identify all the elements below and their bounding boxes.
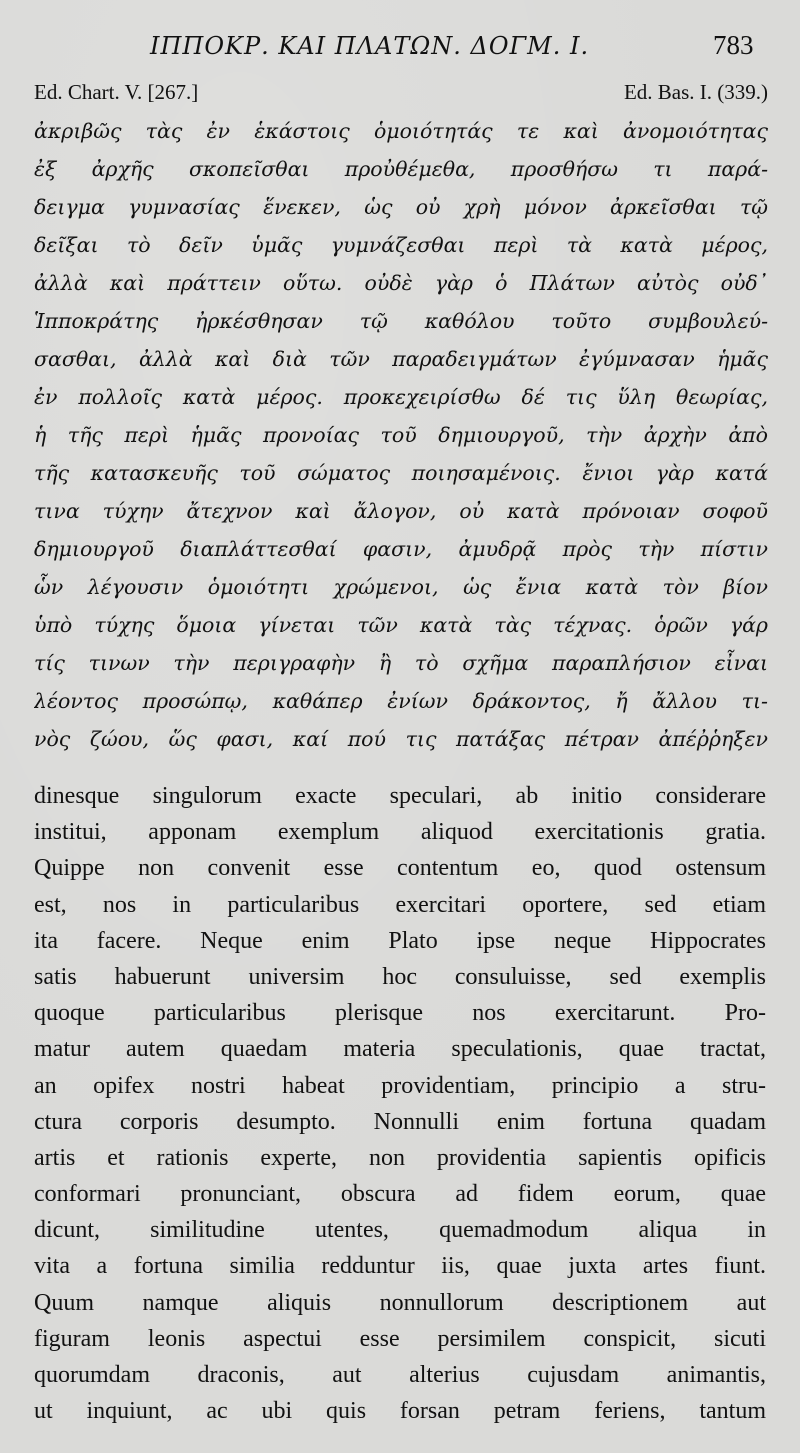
greek-text-line: δεῖξαι τὸ δεῖν ὑμᾶς γυμνάζεσθαι περὶ τὰ κατὰ μέρος, [34,233,768,257]
latin-text-line: ut inquiunt, ac ubi quis forsan petram feriens, tantum [34,1398,766,1425]
latin-text-line: satis habuerunt universim hoc consuluisse, sed exemplis [34,963,766,990]
latin-text-line: figuram leonis aspectui esse persimilem conspicit, sicuti [34,1325,766,1352]
greek-text-line: τίς τινων τὴν περιγραφὴν ἢ τὸ σχῆμα παραπλήσιον εἶναι [34,651,768,675]
latin-text-line: matur autem quaedam materia speculationis, quae tractat, [34,1036,766,1063]
greek-text-line: λέοντος προσώπῳ, καθάπερ ἐνίων δράκοντος, ἤ ἄλλου τι- [34,689,768,713]
latin-text-line: est, nos in particularibus exercitari oportere, sed etiam [34,891,766,918]
latin-text-line: quoque particularibus plerisque nos exercitarunt. Pro- [34,1000,766,1027]
greek-text-line: ἀλλὰ καὶ πράττειν οὕτω. οὐδὲ γὰρ ὁ Πλάτων αὐτὸς οὐδ᾽ [34,271,768,295]
greek-text-line: δημιουργοῦ διαπλάττεσθαί φασιν, ἀμυδρᾷ πρὸς τὴν πίστιν [34,537,768,561]
latin-text-line: institui, apponam exemplum aliquod exercitationis gratia. [34,819,766,846]
greek-text-line: τινα τύχην ἄτεχνον καὶ ἄλογον, οὐ κατὰ πρόνοιαν σοφοῦ [34,499,768,523]
greek-text-line: σασθαι, ἀλλὰ καὶ διὰ τῶν παραδειγμάτων ἐγύμνασαν ἡμᾶς [34,347,768,371]
greek-text-line: νὸς ζώου, ὥς φασι, καί πού τις πατάξας πέτραν ἀπέῤῥηξεν [34,727,768,751]
latin-text-line: dicunt, similitudine utentes, quemadmodum aliqua in [34,1217,766,1244]
greek-text-line: ὧν λέγουσιν ὁμοιότητι χρώμενοι, ὡς ἔνια κατὰ τὸν βίον [34,575,768,599]
greek-text-line: ἡ τῆς περὶ ἡμᾶς προνοίας τοῦ δημιουργοῦ, τὴν ἀρχὴν ἀπὸ [34,423,768,447]
latin-text-line: ita facere. Neque enim Plato ipse neque Hippocrates [34,927,766,954]
greek-text-line: ὑπὸ τύχης ὅμοια γίνεται τῶν κατὰ τὰς τέχνας. ὁρῶν γάρ [34,613,768,637]
latin-text-line: ctura corporis desumpto. Nonnulli enim fortuna quadam [34,1108,766,1135]
greek-text-line: ἀκριβῶς τὰς ἐν ἑκάστοις ὁμοιότητάς τε καὶ ἀνομοιότητας [34,119,768,143]
greek-text-line: τῆς κατασκευῆς τοῦ σώματος ποιησαμένοις. ἔνιοι γὰρ κατά [34,461,768,485]
latin-text-line: artis et rationis experte, non providentia sapientis opificis [34,1144,766,1171]
page-number: 783 [713,30,754,60]
latin-text-line: quorumdam draconis, aut alterius cujusdam animantis, [34,1362,766,1388]
edition-references [34,80,768,106]
greek-text-line: δειγμα γυμνασίας ἕνεκεν, ὡς οὐ χρὴ μόνον ἀρκεῖσθαι τῷ [34,195,768,219]
edition-basel-ref: Ed. Bas. I. (339.) [623,80,768,104]
greek-text-line: ἐν πολλοῖς κατὰ μέρος. προκεχειρίσθω δέ τις ὕλη θεωρίας, [34,385,768,409]
running-title: ΙΠΠΟΚΡ. ΚΑΙ ΠΛΑΤΩΝ. ΔΟΓΜ. Ι. [150,32,590,60]
latin-text-line: Quum namque aliquis nonnullorum descriptionem aut [34,1289,766,1316]
running-head [0,28,800,68]
greek-text-line: Ἱπποκράτης ἠρκέσθησαν τῷ καθόλου τοῦτο συμβουλεύ- [34,309,768,333]
latin-text-line: vita a fortuna similia redduntur iis, quae juxta artes fiunt. [34,1253,766,1280]
latin-text-block [34,778,766,1429]
edition-chartier-ref: Ed. Chart. V. [267.] [34,80,199,104]
latin-text-line: dinesque singulorum exacte speculari, ab initio considerare [34,783,766,809]
latin-text-line: conformari pronunciant, obscura ad fidem eorum, quae [34,1181,766,1208]
latin-text-line: Quippe non convenit esse contentum eo, quod ostensum [34,855,766,882]
latin-text-line: an opifex nostri habeat providentiam, principio a stru- [34,1072,766,1099]
greek-text-line: ἐξ ἀρχῆς σκοπεῖσθαι προὐθέμεθα, προσθήσω τι παρά- [34,157,768,181]
greek-text-block [34,112,768,758]
